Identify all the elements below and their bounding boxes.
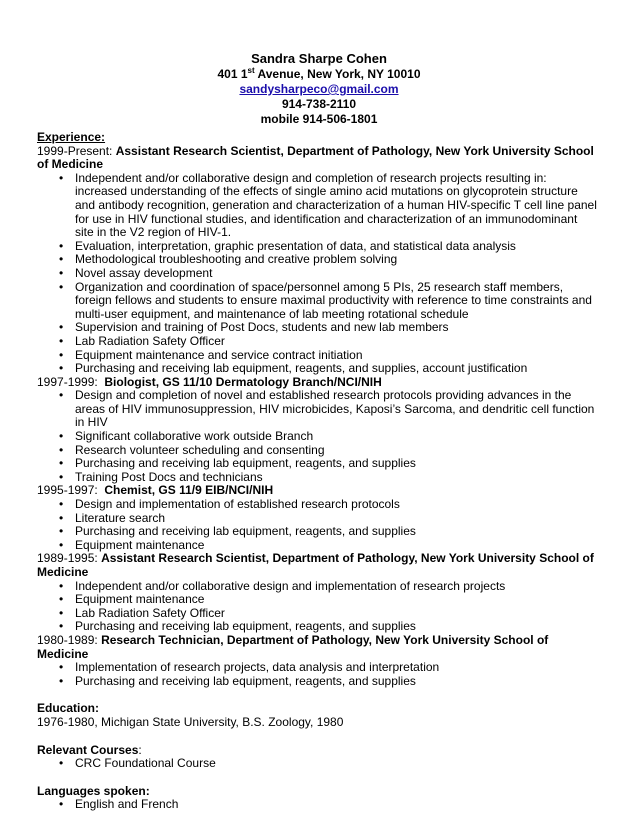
list-item <box>37 281 597 322</box>
education-heading: Education: <box>37 701 99 716</box>
job-heading <box>37 552 597 579</box>
bullet-icon: • <box>59 238 64 253</box>
job-heading <box>37 484 597 498</box>
list-item <box>37 512 597 526</box>
list-item <box>37 539 597 553</box>
job-heading <box>37 376 597 390</box>
bullet-icon: • <box>59 442 64 457</box>
job-duties <box>37 389 597 484</box>
job-role: Research Technician, Department of Pathology, New York University School of Medicine <box>37 632 549 661</box>
bullet-icon: • <box>59 660 64 675</box>
languages-list <box>37 798 597 812</box>
job-heading <box>37 634 597 661</box>
list-item <box>37 362 597 376</box>
experience-heading: Experience: <box>37 130 106 144</box>
list-item-text: Design and implementation of established research protocols <box>75 497 400 512</box>
job-dates: 1997-1999: <box>37 374 105 389</box>
bullet-icon: • <box>59 456 64 471</box>
education-entry: 1976-1980, Michigan State University, B.S. Zoology, 1980 <box>37 714 344 729</box>
languages-heading: Languages spoken: <box>37 783 150 798</box>
bullet-icon: • <box>59 605 64 620</box>
list-item <box>37 607 597 621</box>
list-item-text: Purchasing and receiving lab equipment, reagents, and supplies <box>75 456 416 471</box>
bullet-icon: • <box>59 497 64 512</box>
bullet-icon: • <box>59 797 64 812</box>
bullet-icon: • <box>59 619 64 634</box>
list-item <box>37 389 597 430</box>
list-item <box>37 253 597 267</box>
job-role: Biologist, GS 11/10 Dermatology Branch/NCI/NIH <box>104 374 382 389</box>
bullet-icon: • <box>59 170 64 185</box>
email-link[interactable]: sandysharpeco@gmail.com <box>239 82 399 96</box>
job-dates: 1980-1989: <box>37 632 102 647</box>
address-number: 401 1 <box>217 67 248 81</box>
bullet-icon: • <box>59 333 64 348</box>
list-item <box>37 335 597 349</box>
candidate-name: Sandra Sharpe Cohen <box>251 51 387 66</box>
courses-title: Relevant Courses <box>37 742 139 757</box>
list-item-text: Supervision and training of Post Docs, students and new lab members <box>75 320 449 335</box>
bullet-icon: • <box>59 756 64 771</box>
bullet-icon: • <box>59 673 64 688</box>
job-duties <box>37 580 597 634</box>
list-item-text: Equipment maintenance <box>75 537 205 552</box>
courses-list <box>37 757 597 771</box>
list-item-text: Organization and coordination of space/personnel among 5 PIs, 25 research staff members, foreign fellows and students to ensure maximal productivity with reference to time constraints and multi-user equipment, and maintenance of lab meeting rotational schedule <box>75 279 592 321</box>
list-item <box>37 349 597 363</box>
job-role: Assistant Research Scientist, Department of Pathology, New York University School of Medicine <box>37 551 594 579</box>
list-item <box>37 757 597 771</box>
list-item-text: Equipment maintenance <box>75 592 205 607</box>
list-item-text: Significant collaborative work outside Branch <box>75 429 314 444</box>
resume-header <box>0 50 638 127</box>
list-item <box>37 267 597 281</box>
list-item-text: English and French <box>75 797 179 812</box>
list-item-text: Lab Radiation Safety Officer <box>75 605 225 620</box>
list-item-text: Design and completion of novel and established research protocols providing advances in the areas of HIV immunosuppression, HIV microbicides, Kaposi’s Sarcoma, and dendritic cell function in HIV <box>75 388 595 430</box>
list-item <box>37 444 597 458</box>
bullet-icon: • <box>59 578 64 593</box>
list-item <box>37 430 597 444</box>
list-item-text: Training Post Docs and technicians <box>75 469 263 484</box>
job-duties <box>37 498 597 552</box>
bullet-icon: • <box>59 279 64 294</box>
mobile-phone: mobile 914-506-1801 <box>260 112 378 126</box>
bullet-icon: • <box>59 469 64 484</box>
list-item-text: Purchasing and receiving lab equipment, reagents, and supplies, account justification <box>75 361 528 376</box>
list-item-text: Purchasing and receiving lab equipment, reagents, and supplies <box>75 524 416 539</box>
list-item <box>37 593 597 607</box>
list-item-text: Independent and/or collaborative design and implementation of research projects <box>75 578 506 593</box>
job-heading <box>37 145 597 172</box>
list-item-text: Literature search <box>75 510 166 525</box>
list-item <box>37 321 597 335</box>
phone: 914-738-2110 <box>281 97 357 111</box>
job-role: Chemist, GS 11/9 EIB/NCI/NIH <box>104 483 274 498</box>
bullet-icon: • <box>59 592 64 607</box>
bullet-icon: • <box>59 388 64 403</box>
bullet-icon: • <box>59 361 64 376</box>
bullet-icon: • <box>59 347 64 362</box>
list-item <box>37 498 597 512</box>
list-item <box>37 661 597 675</box>
bullet-icon: • <box>59 265 64 280</box>
list-item <box>37 172 597 240</box>
list-item <box>37 525 597 539</box>
job-dates: 1995-1997: <box>37 483 105 498</box>
list-item-text: Novel assay development <box>75 265 213 280</box>
job-duties <box>37 661 597 688</box>
bullet-icon: • <box>59 320 64 335</box>
list-item <box>37 580 597 594</box>
list-item <box>37 798 597 812</box>
bullet-icon: • <box>59 252 64 267</box>
bullet-icon: • <box>59 524 64 539</box>
experience-list <box>37 145 597 689</box>
courses-heading <box>37 744 597 758</box>
address-suffix: st <box>247 66 255 75</box>
list-item-text: Purchasing and receiving lab equipment, reagents, and supplies <box>75 673 416 688</box>
list-item-text: Implementation of research projects, data analysis and interpretation <box>75 660 440 675</box>
list-item-text: Lab Radiation Safety Officer <box>75 333 225 348</box>
list-item <box>37 471 597 485</box>
courses-colon: : <box>138 742 142 757</box>
list-item <box>37 620 597 634</box>
bullet-icon: • <box>59 429 64 444</box>
list-item-text: CRC Foundational Course <box>75 756 216 771</box>
list-item-text: Equipment maintenance and service contract initiation <box>75 347 363 362</box>
list-item <box>37 457 597 471</box>
list-item <box>37 240 597 254</box>
job-dates: 1989-1995: <box>37 551 102 566</box>
job-duties <box>37 172 597 376</box>
list-item-text: Purchasing and receiving lab equipment, reagents, and supplies <box>75 619 416 634</box>
list-item-text: Research volunteer scheduling and consenting <box>75 442 325 457</box>
address-street: Avenue, New York, NY 10010 <box>254 67 421 81</box>
bullet-icon: • <box>59 510 64 525</box>
job-role: Assistant Research Scientist, Department of Pathology, New York University School of Medicine <box>37 143 594 172</box>
address <box>0 67 638 82</box>
list-item-text: Independent and/or collaborative design and completion of research projects resulting in: increased understanding of the effects of single amino acid mutations on glycoprotein structure and antibody recognition, generation and characterization of a human HIV-specific T cell line panel for use in HIV functional studies, and identification and characterization of an immunodominant site in the V2 region of HIV-1. <box>75 170 597 240</box>
list-item-text: Evaluation, interpretation, graphic presentation of data, and statistical data analysis <box>75 238 516 253</box>
bullet-icon: • <box>59 537 64 552</box>
resume-body <box>37 131 597 812</box>
list-item-text: Methodological troubleshooting and creative problem solving <box>75 252 398 267</box>
list-item <box>37 675 597 689</box>
job-dates: 1999-Present: <box>37 143 116 158</box>
